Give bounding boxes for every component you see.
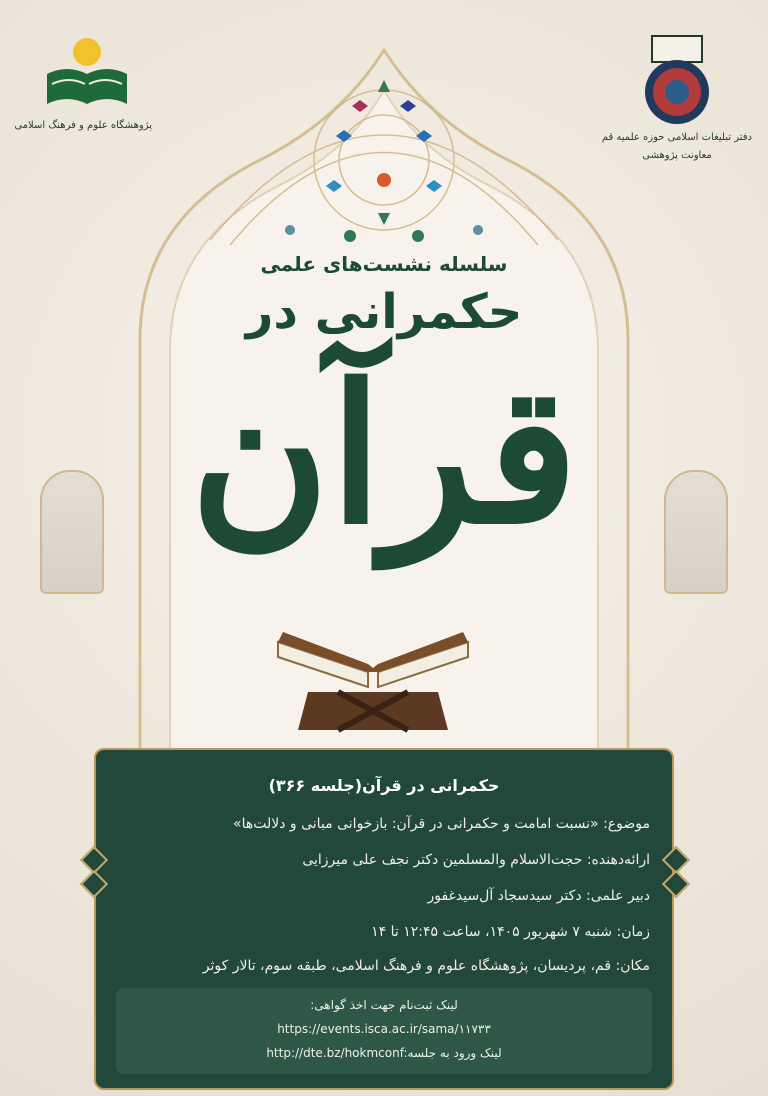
- presenter-line: ارائه‌دهنده: حجت‌الاسلام والمسلمین دکتر نجف علی میرزایی: [302, 852, 650, 868]
- secretary-line: دبیر علمی: دکتر سیدسجاد آل‌سیدغفور: [427, 888, 650, 904]
- topic-line: موضوع: «نسبت امامت و حکمرانی در قرآن: بازخوانی مبانی و دلالت‌ها»: [233, 816, 650, 832]
- info-panel: [94, 748, 674, 1090]
- register-link[interactable]: https://events.isca.ac.ir/sama/۱۱۷۳۳: [277, 1022, 491, 1036]
- right-org-name: دفتر تبلیغات اسلامی حوزه علمیه قم: [601, 132, 752, 143]
- links-panel: [116, 988, 652, 1074]
- join-link[interactable]: http://dte.bz/hokmconf:لینک ورود به جلسه: [266, 1046, 502, 1060]
- left-org-name: پژوهشگاه علوم و فرهنگ اسلامی: [14, 120, 152, 131]
- title-line-2: قرآن: [190, 343, 578, 566]
- title-line-1: حکمرانی در: [245, 284, 523, 340]
- register-label: لینک ثبت‌نام جهت اخذ گواهی:: [310, 998, 458, 1012]
- right-org-subtitle: معاونت پژوهشی: [642, 150, 712, 161]
- book-sun-icon: [22, 34, 152, 118]
- series-label: سلسله نشست‌های علمی: [260, 252, 508, 276]
- left-logo: [14, 34, 152, 144]
- emblem-icon: [622, 30, 732, 130]
- place-line: مکان: قم، پردیسان، پژوهشگاه علوم و فرهنگ اسلامی، طبقه سوم، تالار کوثر: [202, 958, 650, 974]
- time-line: زمان: شنبه ۷ شهریور ۱۴۰۵، ساعت ۱۲:۴۵ تا ۱۴: [371, 924, 650, 940]
- right-logo: [601, 30, 752, 170]
- quran-stand-icon: [268, 612, 478, 742]
- session-title: حکمرانی در قرآن(جلسه ۳۶۶): [268, 776, 500, 795]
